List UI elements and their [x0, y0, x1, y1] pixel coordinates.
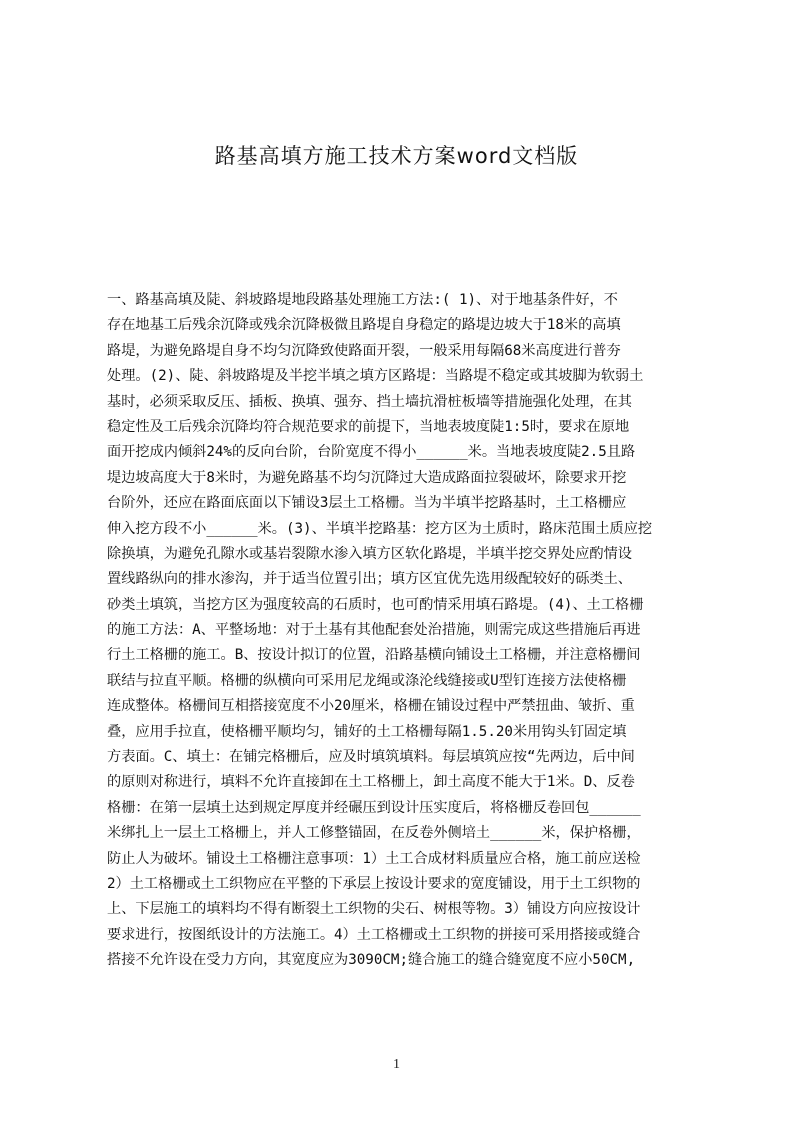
body-line: 叠，应用手拉直，使格栅平顺均匀，铺好的土工格栅每隔1.5.20米用钩头钉固定填 — [107, 723, 627, 740]
body-line: 上、下层施工的填料均不得有断裂土工织物的尖石、树根等物。3）铺设方向应按设计 — [107, 901, 641, 918]
body-line: 2）土工格栅或土工织物应在平整的下承层上按设计要求的宽度铺设，用于土工织物的 — [107, 875, 641, 892]
body-line: 一、路基高填及陡、斜坡路堤地段路基处理施工方法:( 1)、对于地基条件好，不 — [107, 292, 618, 308]
body-line: 台阶外，还应在路面底面以下铺设3层土工格栅。当为半填半挖路基时，土工格栅应 — [107, 495, 627, 512]
body-line: 联结与拉直平顺。格栅的纵横向可采用尼龙绳或涤沦线缝接或U型钉连接方法使格栅 — [107, 672, 627, 689]
body-line: 稳定性及工后残余沉降均符合规范要求的前提下，当地表坡度陡1:5时，要求在原地 — [107, 418, 630, 435]
body-line: 的施工方法：A、平整场地：对于土基有其他配套处治措施，则需完成这些措施后再进 — [107, 622, 641, 639]
body-line: 路堤，为避免路堤自身不均匀沉降致使路面开裂，一般采用每隔68米高度进行普夯 — [107, 342, 621, 359]
body-line: 米绑扎上一层土工格栅上，并人工修整锚固，在反卷外侧培土______米，保护格栅， — [107, 825, 641, 842]
document-title: 路基高填方施工技术方案word文档版 — [214, 144, 579, 168]
body-line: 堤边坡高度大于8米时，为避免路基不均匀沉降过大造成路面拉裂破坏，除要求开挖 — [107, 469, 627, 486]
body-line: 处理。(2)、陡、斜坡路堤及半挖半填之填方区路堤：当路堤不稳定或其坡脚为软弱土 — [107, 368, 644, 385]
body-line: 方表面。C、填土：在铺完格栅后，应及时填筑填料。每层填筑应按“先两边，后中间 — [107, 749, 635, 766]
body-line: 格栅：在第一层填土达到规定厚度并经碾压到设计压实度后，将格栅反卷回包______ — [107, 799, 641, 816]
body-line: 存在地基工后残余沉降或残余沉降极微且路堤自身稳定的路堤边坡大于18米的高填 — [107, 317, 621, 334]
body-line: 面开挖成内倾斜24%的反向台阶，台阶宽度不得小______米。当地表坡度陡2.5且路 — [107, 444, 636, 461]
page-number: 1 — [393, 1057, 400, 1072]
document-body — [107, 288, 707, 969]
body-line: 搭接不允许设在受力方向，其宽度应为3090CM;缝合施工的缝合缝宽度不应小50CM, — [107, 952, 636, 969]
body-line: 除换填，为避免孔隙水或基岩裂隙水渗入填方区软化路堤，半填半挖交界处应酌情设 — [107, 545, 632, 562]
body-line: 要求进行，按图纸设计的方法施工。4）土工格栅或土工织物的拼接可采用搭接或缝合 — [107, 926, 641, 943]
body-line: 基时，必须采取反压、插板、换填、强夯、挡土墙抗滑桩板墙等措施强化处理，在其 — [107, 393, 632, 410]
body-line: 砂类土填筑，当挖方区为强度较高的石质时，也可酌情采用填石路堤。(4)、土工格栅 — [107, 596, 644, 613]
body-line: 伸入挖方段不小______米。(3)、半填半挖路基：挖方区为土质时，路床范围土质应挖 — [107, 520, 653, 537]
body-line: 的原则对称进行，填料不允许直接卸在土工格栅上，卸土高度不能大于1米。D、反卷 — [107, 774, 635, 791]
body-line: 防止人为破坏。铺设土工格栅注意事项：1）土工合成材料质量应合格，施工前应送检 — [107, 850, 641, 867]
body-line: 置线路纵向的排水渗沟，并于适当位置引出；填方区宜优先选用级配较好的砾类土、 — [107, 571, 632, 588]
body-line: 行土工格栅的施工。B、按设计拟订的位置，沿路基横向铺设土工格栅，并注意格栅间 — [107, 647, 641, 664]
body-line: 连成整体。格栅间互相搭接宽度不小20厘米，格栅在铺设过程中严禁扭曲、皱折、重 — [107, 698, 635, 715]
